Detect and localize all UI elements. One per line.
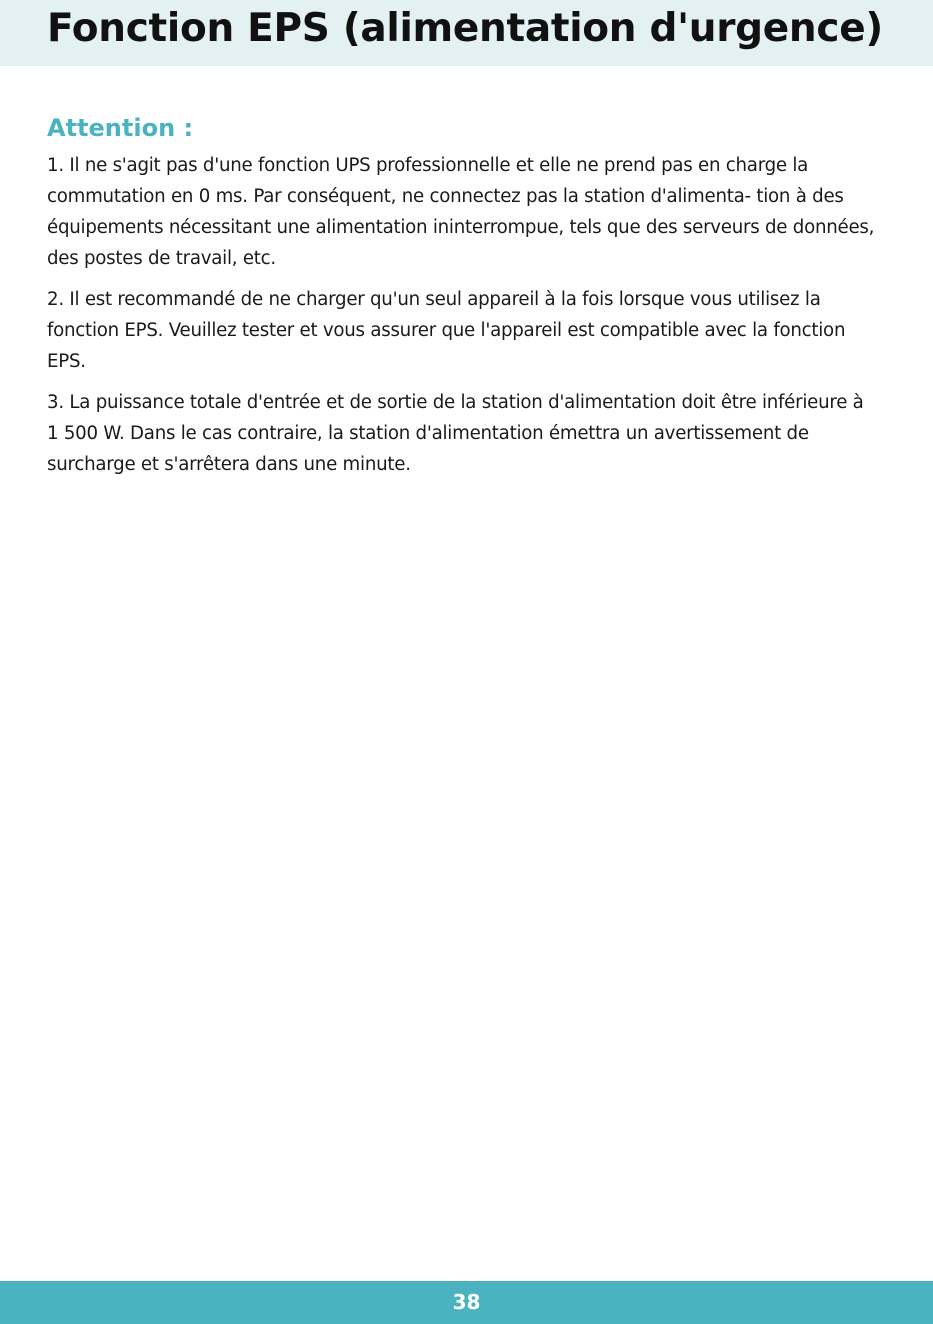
attention-note-3: 3. La puissance totale d'entrée et de sortie de la station d'alimentation doit être inférieure à 1 500 W. Dans le cas contraire, la station d'alimentation émettra un avertissement de surcharge et s'arrêtera dans une minute. (47, 392, 864, 475)
attention-note-2: 2. Il est recommandé de ne charger qu'un seul appareil à la fois lorsque vous utilisez la fonction EPS. Veuillez tester et vous assurer que l'appareil est compatible avec la fonction EPS. (47, 289, 846, 372)
page-number: 38 (452, 1290, 481, 1314)
attention-notes (47, 150, 875, 490)
page-title: Fonction EPS (alimentation d'urgence) (47, 6, 883, 51)
attention-heading: Attention : (47, 114, 194, 142)
attention-note-1: 1. Il ne s'agit pas d'une fonction UPS professionnelle et elle ne prend pas en charge la commutation en 0 ms. Par conséquent, ne connectez pas la station d'alimenta- tion à des équipements nécessitant une alimentation ininterrompue, tels que des serveurs de données, des postes de travail, etc. (47, 155, 875, 269)
